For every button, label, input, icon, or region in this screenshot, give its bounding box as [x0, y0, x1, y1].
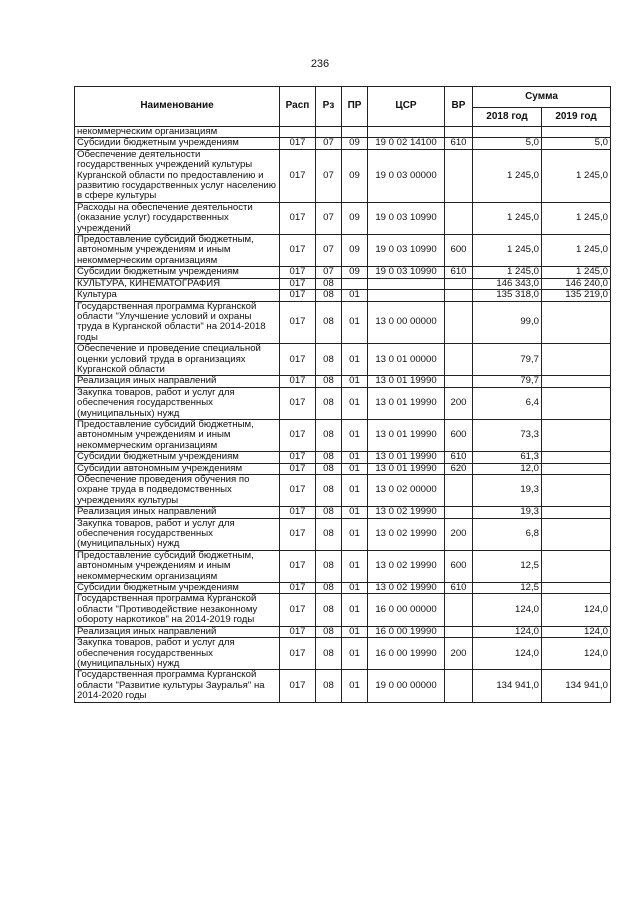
cell-csr: 16 0 00 00000	[368, 594, 445, 626]
cell-2018: 99,0	[473, 301, 542, 344]
table-row	[75, 638, 611, 670]
cell-2018: 6,4	[473, 387, 542, 419]
cell-name: Обеспечение деятельности государственных учреждений культуры Курганской области по предоставлению и развитию государственных услуг населению в сфере культуры	[75, 149, 280, 202]
cell-vr: 200	[445, 638, 473, 670]
cell-2018: 1 245,0	[473, 235, 542, 267]
cell-2019	[542, 344, 611, 376]
cell-vr: 610	[445, 583, 473, 594]
cell-rz: 08	[316, 626, 342, 637]
table-row	[75, 149, 611, 202]
cell-2018: 19,3	[473, 507, 542, 518]
cell-rasp: 017	[280, 550, 316, 582]
cell-2019: 124,0	[542, 638, 611, 670]
header-vr: ВР	[445, 87, 473, 127]
cell-vr: 600	[445, 419, 473, 451]
cell-vr	[445, 290, 473, 301]
cell-csr: 13 0 01 00000	[368, 344, 445, 376]
header-name: Наименование	[75, 87, 280, 127]
cell-2019	[542, 301, 611, 344]
cell-name: Субсидии автономным учреждениям	[75, 463, 280, 474]
cell-2019: 1 245,0	[542, 267, 611, 278]
cell-vr: 200	[445, 518, 473, 550]
cell-vr	[445, 626, 473, 637]
cell-2018: 79,7	[473, 344, 542, 376]
cell-rz: 08	[316, 518, 342, 550]
cell-2018: 124,0	[473, 638, 542, 670]
cell-rasp: 017	[280, 518, 316, 550]
cell-2018: 19,3	[473, 475, 542, 507]
cell-2018: 6,8	[473, 518, 542, 550]
cell-pr: 01	[342, 507, 368, 518]
cell-csr	[368, 127, 445, 138]
cell-pr: 01	[342, 475, 368, 507]
cell-2018: 124,0	[473, 626, 542, 637]
cell-2019	[542, 127, 611, 138]
cell-rz: 08	[316, 344, 342, 376]
cell-pr	[342, 278, 368, 289]
cell-rasp: 017	[280, 452, 316, 463]
table-row	[75, 235, 611, 267]
cell-name: Государственная программа Курганской области "Противодействие незаконному обороту наркотиков" на 2014-2019 годы	[75, 594, 280, 626]
cell-vr	[445, 127, 473, 138]
cell-2018	[473, 127, 542, 138]
cell-pr: 01	[342, 452, 368, 463]
cell-2019	[542, 419, 611, 451]
table-row	[75, 267, 611, 278]
page-number: 236	[310, 58, 330, 70]
header-row	[75, 87, 611, 108]
cell-rz: 08	[316, 290, 342, 301]
cell-name: Предоставление субсидий бюджетным, автономным учреждениям и иным некоммерческим организациям	[75, 235, 280, 267]
header-csr: ЦСР	[368, 87, 445, 127]
cell-2019: 1 245,0	[542, 202, 611, 234]
table-row	[75, 138, 611, 149]
cell-rasp: 017	[280, 475, 316, 507]
cell-pr: 09	[342, 235, 368, 267]
cell-vr: 610	[445, 452, 473, 463]
cell-rasp: 017	[280, 376, 316, 387]
cell-2018: 134 941,0	[473, 670, 542, 702]
cell-2018: 73,3	[473, 419, 542, 451]
cell-vr: 600	[445, 550, 473, 582]
header-rasp: Расп	[280, 87, 316, 127]
cell-rasp: 017	[280, 202, 316, 234]
header-pr: ПР	[342, 87, 368, 127]
cell-csr	[368, 278, 445, 289]
cell-2019	[542, 463, 611, 474]
budget-table	[74, 86, 611, 703]
cell-rz: 08	[316, 670, 342, 702]
cell-rasp: 017	[280, 670, 316, 702]
cell-2019: 135 219,0	[542, 290, 611, 301]
cell-vr	[445, 376, 473, 387]
cell-pr: 01	[342, 387, 368, 419]
cell-csr: 19 0 03 00000	[368, 149, 445, 202]
cell-name: Обеспечение и проведение специальной оценки условий труда в организациях Курганской области	[75, 344, 280, 376]
cell-csr: 13 0 00 00000	[368, 301, 445, 344]
cell-2019: 1 245,0	[542, 149, 611, 202]
cell-rasp: 017	[280, 387, 316, 419]
cell-rz: 08	[316, 638, 342, 670]
cell-csr: 13 0 02 19990	[368, 507, 445, 518]
table-row	[75, 127, 611, 138]
cell-rz: 08	[316, 387, 342, 419]
cell-pr: 01	[342, 550, 368, 582]
cell-name: Государственная программа Курганской области "Развитие культуры Зауралья" на 2014-2020 годы	[75, 670, 280, 702]
table-row	[75, 518, 611, 550]
cell-csr: 19 0 02 14100	[368, 138, 445, 149]
cell-csr: 19 0 03 10990	[368, 235, 445, 267]
cell-2018: 146 343,0	[473, 278, 542, 289]
cell-name: Закупка товаров, работ и услуг для обеспечения государственных (муниципальных) нужд	[75, 387, 280, 419]
cell-2018: 12,5	[473, 550, 542, 582]
cell-name: КУЛЬТУРА, КИНЕМАТОГРАФИЯ	[75, 278, 280, 289]
cell-csr: 13 0 01 19990	[368, 463, 445, 474]
cell-2019: 146 240,0	[542, 278, 611, 289]
cell-pr: 01	[342, 344, 368, 376]
cell-2018: 135 318,0	[473, 290, 542, 301]
cell-pr: 01	[342, 626, 368, 637]
cell-csr: 16 0 00 19990	[368, 638, 445, 670]
cell-2019: 134 941,0	[542, 670, 611, 702]
cell-2019	[542, 475, 611, 507]
table-row	[75, 387, 611, 419]
cell-rz: 07	[316, 138, 342, 149]
table-row	[75, 626, 611, 637]
cell-vr	[445, 344, 473, 376]
cell-2018: 61,3	[473, 452, 542, 463]
cell-pr: 09	[342, 138, 368, 149]
cell-rz: 07	[316, 202, 342, 234]
table-row	[75, 344, 611, 376]
cell-pr: 01	[342, 290, 368, 301]
cell-rz: 08	[316, 594, 342, 626]
cell-rasp: 017	[280, 583, 316, 594]
cell-pr: 01	[342, 518, 368, 550]
cell-vr: 600	[445, 235, 473, 267]
cell-vr: 200	[445, 387, 473, 419]
header-year-2019: 2019 год	[542, 108, 611, 127]
table-row	[75, 670, 611, 702]
cell-name: Предоставление субсидий бюджетным, автономным учреждениям и иным некоммерческим организациям	[75, 550, 280, 582]
cell-rz: 08	[316, 452, 342, 463]
cell-pr: 01	[342, 583, 368, 594]
cell-vr	[445, 507, 473, 518]
cell-csr: 13 0 01 19990	[368, 419, 445, 451]
cell-name: Субсидии бюджетным учреждениям	[75, 138, 280, 149]
cell-csr: 13 0 02 19990	[368, 583, 445, 594]
cell-rasp: 017	[280, 149, 316, 202]
cell-2019: 124,0	[542, 594, 611, 626]
cell-rz: 07	[316, 149, 342, 202]
cell-rz: 08	[316, 376, 342, 387]
cell-csr: 13 0 01 19990	[368, 376, 445, 387]
cell-rasp: 017	[280, 290, 316, 301]
table-row	[75, 301, 611, 344]
cell-csr: 13 0 01 19990	[368, 387, 445, 419]
cell-vr	[445, 202, 473, 234]
cell-pr: 01	[342, 419, 368, 451]
cell-rasp: 017	[280, 419, 316, 451]
cell-2018: 1 245,0	[473, 267, 542, 278]
cell-csr: 13 0 02 19990	[368, 518, 445, 550]
cell-2018: 12,5	[473, 583, 542, 594]
cell-name: Культура	[75, 290, 280, 301]
cell-rasp: 017	[280, 626, 316, 637]
cell-rz: 08	[316, 301, 342, 344]
cell-rz: 07	[316, 267, 342, 278]
cell-name: Реализация иных направлений	[75, 626, 280, 637]
table-row	[75, 202, 611, 234]
cell-rz: 08	[316, 550, 342, 582]
cell-pr: 01	[342, 638, 368, 670]
cell-2019	[542, 507, 611, 518]
cell-vr	[445, 594, 473, 626]
cell-rz: 08	[316, 583, 342, 594]
cell-rz: 08	[316, 463, 342, 474]
cell-2018: 5,0	[473, 138, 542, 149]
cell-csr: 19 0 00 00000	[368, 670, 445, 702]
cell-2019	[542, 550, 611, 582]
cell-2019: 124,0	[542, 626, 611, 637]
cell-name: Реализация иных направлений	[75, 507, 280, 518]
cell-2019	[542, 376, 611, 387]
cell-csr: 13 0 02 00000	[368, 475, 445, 507]
cell-2019	[542, 452, 611, 463]
cell-2018: 79,7	[473, 376, 542, 387]
table-row	[75, 583, 611, 594]
cell-name: некоммерческим организациям	[75, 127, 280, 138]
cell-csr: 13 0 02 19990	[368, 550, 445, 582]
cell-name: Субсидии бюджетным учреждениям	[75, 267, 280, 278]
cell-pr: 09	[342, 202, 368, 234]
cell-rasp: 017	[280, 278, 316, 289]
cell-csr: 16 0 00 19990	[368, 626, 445, 637]
cell-2019	[542, 518, 611, 550]
cell-vr: 610	[445, 138, 473, 149]
cell-2019	[542, 583, 611, 594]
table-row	[75, 278, 611, 289]
cell-name: Субсидии бюджетным учреждениям	[75, 583, 280, 594]
cell-pr: 01	[342, 376, 368, 387]
cell-pr: 01	[342, 301, 368, 344]
cell-name: Реализация иных направлений	[75, 376, 280, 387]
cell-vr	[445, 278, 473, 289]
cell-rz: 08	[316, 278, 342, 289]
cell-name: Обеспечение проведения обучения по охране труда в подведомственных учреждениях культуры	[75, 475, 280, 507]
cell-2019: 1 245,0	[542, 235, 611, 267]
cell-rasp: 017	[280, 138, 316, 149]
cell-vr	[445, 301, 473, 344]
cell-pr: 01	[342, 594, 368, 626]
table-row	[75, 475, 611, 507]
cell-csr: 13 0 01 19990	[368, 452, 445, 463]
cell-rz	[316, 127, 342, 138]
cell-name: Закупка товаров, работ и услуг для обеспечения государственных (муниципальных) нужд	[75, 518, 280, 550]
cell-vr	[445, 670, 473, 702]
table-row	[75, 594, 611, 626]
cell-rasp: 017	[280, 235, 316, 267]
cell-2018: 124,0	[473, 594, 542, 626]
table-row	[75, 419, 611, 451]
cell-pr	[342, 127, 368, 138]
cell-rasp: 017	[280, 301, 316, 344]
cell-name: Закупка товаров, работ и услуг для обеспечения государственных (муниципальных) нужд	[75, 638, 280, 670]
table-row	[75, 290, 611, 301]
table-row	[75, 376, 611, 387]
header-rz: Рз	[316, 87, 342, 127]
cell-rasp: 017	[280, 463, 316, 474]
cell-rasp	[280, 127, 316, 138]
cell-rz: 08	[316, 475, 342, 507]
cell-vr: 610	[445, 267, 473, 278]
cell-name: Государственная программа Курганской области "Улучшение условий и охраны труда в Курганской области" на 2014-2018 годы	[75, 301, 280, 344]
cell-rasp: 017	[280, 594, 316, 626]
cell-rasp: 017	[280, 267, 316, 278]
table-row	[75, 507, 611, 518]
table-row	[75, 463, 611, 474]
cell-2018: 1 245,0	[473, 149, 542, 202]
cell-2018: 1 245,0	[473, 202, 542, 234]
cell-vr: 620	[445, 463, 473, 474]
cell-vr	[445, 475, 473, 507]
table-body	[75, 127, 611, 703]
cell-2019: 5,0	[542, 138, 611, 149]
cell-name: Предоставление субсидий бюджетным, автономным учреждениям и иным некоммерческим организациям	[75, 419, 280, 451]
cell-rasp: 017	[280, 507, 316, 518]
cell-vr	[445, 149, 473, 202]
table-row	[75, 550, 611, 582]
cell-name: Расходы на обеспечение деятельности (оказание услуг) государственных учреждений	[75, 202, 280, 234]
cell-pr: 01	[342, 670, 368, 702]
header-sum: Сумма	[473, 87, 611, 108]
cell-csr	[368, 290, 445, 301]
table-row	[75, 452, 611, 463]
cell-csr: 19 0 03 10990	[368, 267, 445, 278]
cell-csr: 19 0 03 10990	[368, 202, 445, 234]
cell-rasp: 017	[280, 638, 316, 670]
cell-rz: 07	[316, 235, 342, 267]
cell-rz: 08	[316, 419, 342, 451]
cell-2019	[542, 387, 611, 419]
cell-pr: 09	[342, 149, 368, 202]
header-year-2018: 2018 год	[473, 108, 542, 127]
cell-rasp: 017	[280, 344, 316, 376]
cell-2018: 12,0	[473, 463, 542, 474]
cell-pr: 01	[342, 463, 368, 474]
cell-name: Субсидии бюджетным учреждениям	[75, 452, 280, 463]
cell-pr: 09	[342, 267, 368, 278]
cell-rz: 08	[316, 507, 342, 518]
